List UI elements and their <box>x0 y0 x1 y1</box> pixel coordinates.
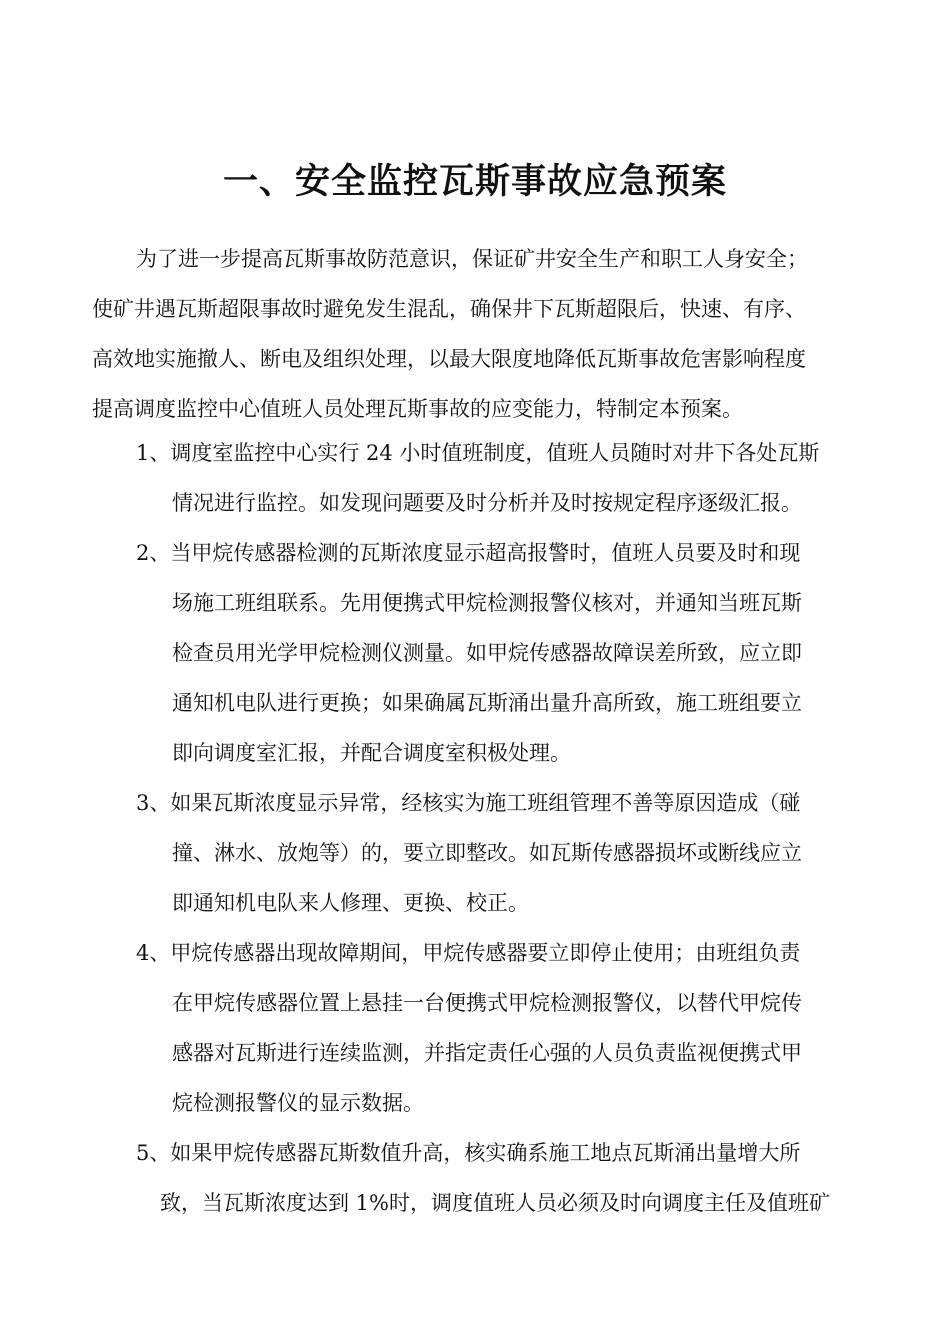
intro-line: 高效地实施撤人、断电及组织处理，以最大限度地降低瓦斯事故危害影响程度 <box>92 347 806 371</box>
list-item-line: 通知机电队进行更换；如果确属瓦斯涌出量升高所致，施工班组要立 <box>172 691 802 715</box>
list-item-5 <box>92 1128 860 1228</box>
intro-line: 为了进一步提高瓦斯事故防范意识，保证矿井安全生产和职工人身安全； <box>136 247 808 271</box>
list-item-line: 烷检测报警仪的显示数据。 <box>172 1091 424 1115</box>
list-item-2 <box>92 528 860 778</box>
list-item-line: 即向调度室汇报，并配合调度室积极处理。 <box>172 741 571 765</box>
list-item-line: 在甲烷传感器位置上悬挂一台便携式甲烷检测报警仪，以替代甲烷传 <box>172 991 802 1015</box>
list-item-line: 撞、淋水、放炮等）的，要立即整改。如瓦斯传感器损坏或断线应立 <box>172 841 802 865</box>
list-item-line: 场施工班组联系。先用便携式甲烷检测报警仪核对，并通知当班瓦斯 <box>172 591 802 615</box>
list-item-line: 4、甲烷传感器出现故障期间，甲烷传感器要立即停止使用；由班组负责 <box>136 941 801 965</box>
list-item-3 <box>92 778 860 928</box>
list-item-line: 情况进行监控。如发现问题要及时分析并及时按规定程序逐级汇报。 <box>172 491 802 515</box>
list-item-line: 感器对瓦斯进行连续监测，并指定责任心强的人员负责监视便携式甲 <box>172 1041 802 1065</box>
document-title: 一、安全监控瓦斯事故应急预案 <box>222 162 727 202</box>
list-item-1 <box>92 428 860 528</box>
list-item-line: 2、当甲烷传感器检测的瓦斯浓度显示超高报警时，值班人员要及时和现 <box>136 541 801 565</box>
list-item-4 <box>92 928 860 1128</box>
list-item-line: 检查员用光学甲烷检测仪测量。如甲烷传感器故障误差所致，应立即 <box>172 641 802 665</box>
intro-line: 使矿井遇瓦斯超限事故时避免发生混乱，确保井下瓦斯超限后，快速、有序、 <box>92 297 806 321</box>
intro-line: 提高调度监控中心值班人员处理瓦斯事故的应变能力，特制定本预案。 <box>92 397 743 421</box>
list-item-line: 5、如果甲烷传感器瓦斯数值升高，核实确系施工地点瓦斯涌出量增大所 <box>136 1141 801 1165</box>
intro-paragraph <box>92 234 860 434</box>
list-item-line: 1、调度室监控中心实行 24 小时值班制度，值班人员随时对井下各处瓦斯 <box>136 441 820 465</box>
list-item-line: 即通知机电队来人修理、更换、校正。 <box>172 891 529 915</box>
list-item-line: 3、如果瓦斯浓度显示异常，经核实为施工班组管理不善等原因造成（碰 <box>136 791 801 815</box>
list-item-line: 致，当瓦斯浓度达到 1%时，调度值班人员必须及时向调度主任及值班矿 <box>160 1191 830 1215</box>
